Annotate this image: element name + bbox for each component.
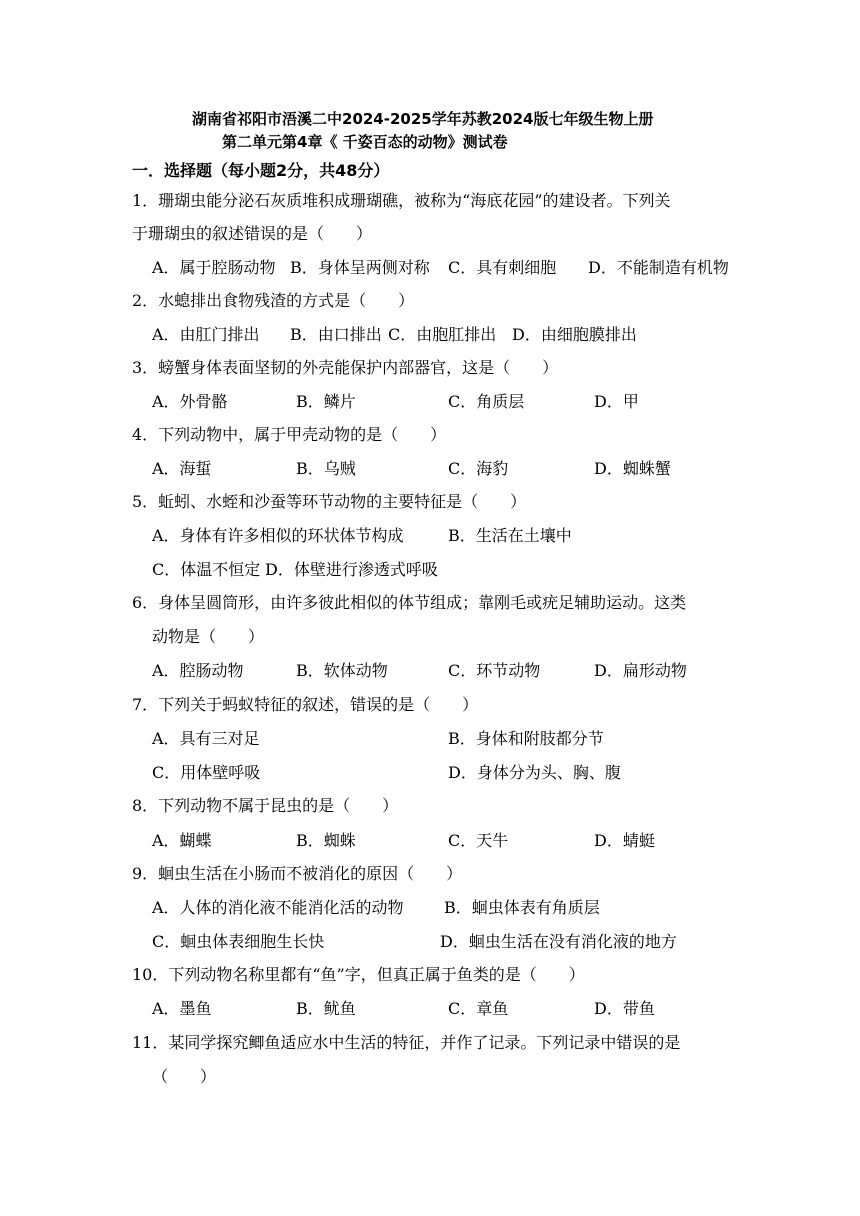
question-11-stem-cont: （ ） <box>152 1067 217 1086</box>
question-7-option-a: A．具有三对足 <box>152 729 260 748</box>
question-5-option-d: D．体壁进行渗透式呼吸 <box>265 560 438 579</box>
question-1-option-d: D．不能制造有机物 <box>588 258 729 277</box>
question-10-option-b: B．鱿鱼 <box>296 999 356 1018</box>
question-10-stem: 10．下列动物名称里都有“鱼”字，但真正属于鱼类的是（ ） <box>132 965 585 984</box>
question-8-stem: 8．下列动物不属于昆虫的是（ ） <box>132 796 399 815</box>
question-1-option-c: C．具有刺细胞 <box>448 258 557 277</box>
question-3-option-a: A．外骨骼 <box>152 392 228 411</box>
question-6-option-a: A．腔肠动物 <box>152 661 244 680</box>
question-2-option-c: C．由胞肛排出 <box>388 325 497 344</box>
question-1-stem: 1．珊瑚虫能分泌石灰质堆积成珊瑚礁，被称为“海底花园”的建设者。下列关 <box>132 191 671 210</box>
question-2-stem: 2．水螅排出食物残渣的方式是（ ） <box>132 291 415 310</box>
question-10-option-a: A．墨鱼 <box>152 999 212 1018</box>
question-2-option-a: A．由肛门排出 <box>152 325 260 344</box>
question-6-stem-cont: 动物是（ ） <box>152 627 265 646</box>
question-2-option-d: D．由细胞膜排出 <box>512 325 637 344</box>
question-9-option-c: C．蛔虫体表细胞生长快 <box>152 932 325 951</box>
question-9-option-a: A．人体的消化液不能消化活的动物 <box>152 898 404 917</box>
question-9-stem: 9．蛔虫生活在小肠而不被消化的原因（ ） <box>132 864 463 883</box>
question-9-option-d: D．蛔虫生活在没有消化液的地方 <box>440 932 677 951</box>
question-1-option-a: A．属于腔肠动物 <box>152 258 276 277</box>
question-5-option-a: A．身体有许多相似的环状体节构成 <box>152 526 404 545</box>
question-2-option-b: B．由口排出 <box>290 325 382 344</box>
question-7-option-c: C．用体壁呼吸 <box>152 763 261 782</box>
question-3-option-d: D．甲 <box>594 392 639 411</box>
question-7-option-d: D．身体分为头、胸、腹 <box>448 763 621 782</box>
exam-title-line1: 湖南省祁阳市浯溪二中2024-2025学年苏教2024版七年级生物上册 <box>192 110 654 128</box>
question-3-stem: 3．螃蟹身体表面坚韧的外壳能保护内部器官，这是（ ） <box>132 358 559 377</box>
question-3-option-b: B．鳞片 <box>296 392 356 411</box>
question-5-stem: 5．蚯蚓、水蛭和沙蚕等环节动物的主要特征是（ ） <box>132 492 527 511</box>
question-8-option-a: A．蝴蝶 <box>152 831 212 850</box>
question-1-option-b: B．身体呈两侧对称 <box>290 258 430 277</box>
question-11-stem: 11．某同学探究鲫鱼适应水中生活的特征，并作了记录。下列记录中错误的是 <box>132 1033 681 1052</box>
question-3-option-c: C．角质层 <box>448 392 525 411</box>
question-4-option-c: C．海豹 <box>448 459 509 478</box>
question-6-option-d: D．扁形动物 <box>594 661 687 680</box>
question-8-option-c: C．天牛 <box>448 831 509 850</box>
question-7-stem: 7．下列关于蚂蚁特征的叙述，错误的是（ ） <box>132 695 479 714</box>
question-8-option-b: B．蜘蛛 <box>296 831 356 850</box>
question-4-option-d: D．蜘蛛蟹 <box>594 459 671 478</box>
question-6-option-b: B．软体动物 <box>296 661 388 680</box>
question-4-stem: 4．下列动物中，属于甲壳动物的是（ ） <box>132 425 447 444</box>
question-10-option-d: D．带鱼 <box>594 999 655 1018</box>
question-10-option-c: C．章鱼 <box>448 999 509 1018</box>
exam-title-line2: 第二单元第4章《 千姿百态的动物》测试卷 <box>222 133 508 151</box>
question-5-option-b: B．生活在土壤中 <box>448 526 572 545</box>
question-4-option-a: A．海蜇 <box>152 459 212 478</box>
question-6-option-c: C．环节动物 <box>448 661 541 680</box>
question-1-stem-cont: 于珊瑚虫的叙述错误的是（ ） <box>132 224 373 243</box>
section-heading: 一．选择题（每小题2分，共48分） <box>132 161 390 180</box>
question-4-option-b: B．乌贼 <box>296 459 356 478</box>
question-7-option-b: B．身体和附肢都分节 <box>448 729 604 748</box>
question-8-option-d: D．蜻蜓 <box>594 831 655 850</box>
question-6-stem: 6．身体呈圆筒形，由许多彼此相似的体节组成；靠刚毛或疣足辅助运动。这类 <box>132 593 687 612</box>
question-5-option-c: C．体温不恒定 <box>152 560 261 579</box>
question-9-option-b: B．蛔虫体表有角质层 <box>444 898 600 917</box>
